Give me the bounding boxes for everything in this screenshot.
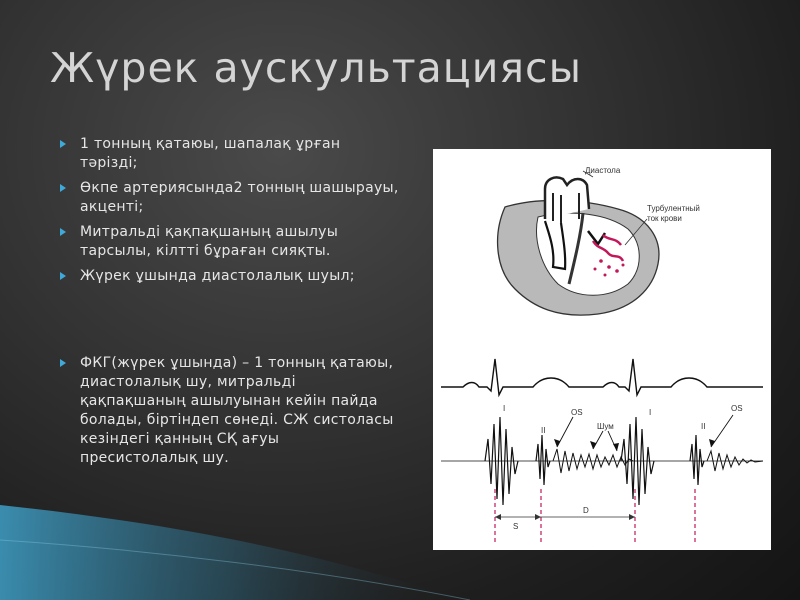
bullet-text: Митральді қақпақшаның ашылуы тарсылы, кілтті бұраған сияқты. <box>80 224 339 259</box>
label-interval-d: D <box>583 506 589 515</box>
label-s2-first: II <box>541 426 546 435</box>
label-interval-s: S <box>513 522 519 531</box>
label-murmur: Шум <box>597 422 614 431</box>
bullet-item <box>60 135 400 173</box>
figure-illustration <box>433 149 771 550</box>
bullet-list <box>60 135 400 474</box>
bullet-arrow-icon <box>60 359 66 367</box>
heart-pcg-figure <box>433 149 771 550</box>
label-os-first: OS <box>571 408 583 417</box>
bullet-item <box>60 267 400 286</box>
bullet-arrow-icon <box>60 228 66 236</box>
bullet-arrow-icon <box>60 272 66 280</box>
bullet-item <box>60 223 400 261</box>
bullet-text: Жүрек ұшында диастолалық шуыл; <box>80 268 355 284</box>
label-diastole: Диастола <box>585 166 621 175</box>
label-s2-second: II <box>701 422 706 431</box>
label-turbulent-flow-line1: Турбулентный <box>647 204 700 213</box>
bullet-arrow-icon <box>60 184 66 192</box>
bullet-item <box>60 354 400 468</box>
label-s1-second: I <box>649 408 652 417</box>
slide-title: Жүрек аускультациясы <box>50 44 582 92</box>
label-turbulent-flow-line2: ток крови <box>647 214 682 223</box>
label-os-second: OS <box>731 404 743 413</box>
bullet-text: Өкпе артериясында2 тонның шашырауы, акценті; <box>80 180 399 215</box>
bullet-item <box>60 179 400 217</box>
ecg-trace <box>441 359 763 395</box>
timing-markers <box>495 489 695 545</box>
bullet-arrow-icon <box>60 140 66 148</box>
heart-illustration <box>498 171 659 315</box>
label-s1-first: I <box>503 404 506 413</box>
bullet-text: ФКГ(жүрек ұшында) – 1 тонның қатаюы, диастолалық шу, митральді қақпақшаның ашылуынан кейін пайда болады, біртіндеп сөнеді. СЖ систоласы кезіндегі қанның СҚ ағуы пресистолалық шу. <box>80 355 394 466</box>
bullet-text: 1 тонның қатаюы, шапалақ ұрған тәрізді; <box>80 136 341 171</box>
